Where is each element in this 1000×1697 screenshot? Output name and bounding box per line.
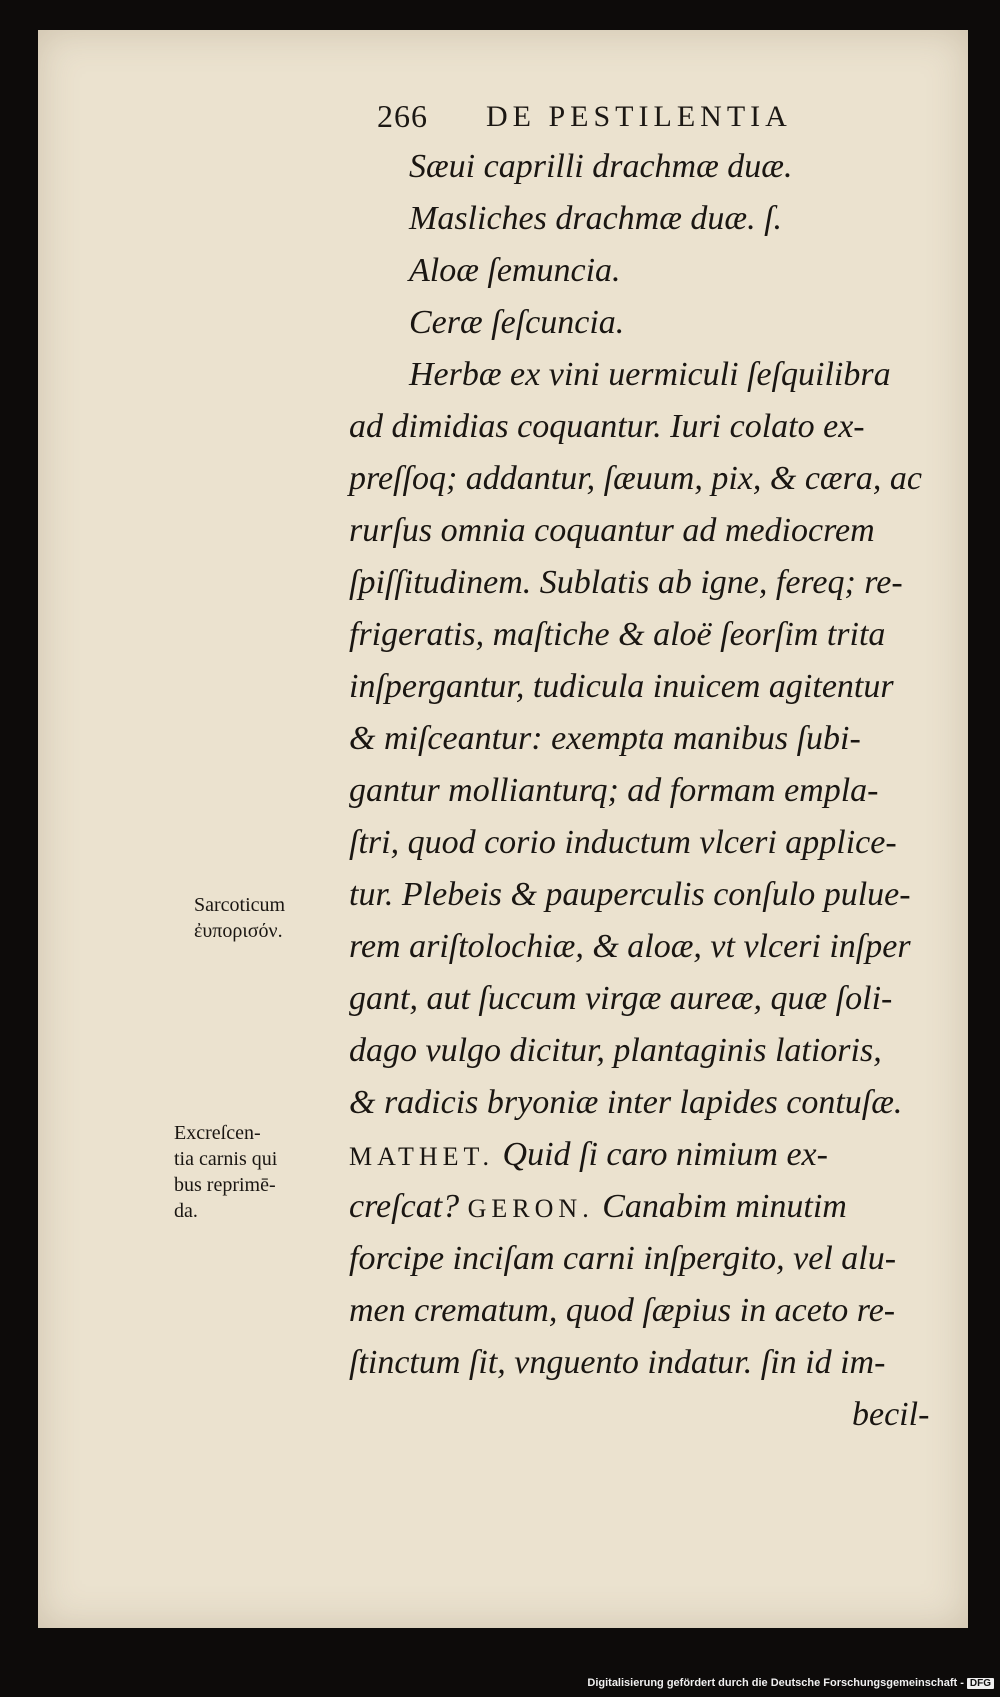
text-line: gant, aut ſuccum virgæ aureæ, quæ ſoli- <box>349 980 893 1017</box>
catchword: becil- <box>852 1396 930 1433</box>
text-line: preſſoq; addantur, ſæuum, pix, & cæra, ac <box>349 460 922 497</box>
text-line: gantur mollianturq; ad formam empla- <box>349 772 879 809</box>
dialogue-text: creſcat? <box>349 1188 460 1225</box>
book-page <box>38 30 968 1628</box>
text-line: ſpiſſitudinem. Sublatis ab igne, fereq; re- <box>349 564 903 601</box>
text-line: dago vulgo dicitur, plantaginis latioris, <box>349 1032 882 1069</box>
text-line: Aloæ ſemuncia. <box>409 252 621 289</box>
page-number: 266 <box>377 98 428 134</box>
text-line: forcipe inciſam carni inſpergito, vel alu- <box>349 1240 897 1277</box>
text-line: Sæui caprilli drachmæ duæ. <box>409 148 793 185</box>
text-line: Herbæ ex vini uermiculi ſeſquilibra <box>409 356 891 393</box>
text-line-dialogue <box>349 1136 828 1174</box>
margin-note-sarcoticum: Sarcoticum ἐυπορισόν. <box>194 894 286 942</box>
text-line: ſtri, quod corio inductum vlceri applice- <box>349 824 897 861</box>
text-line: rem ariſtolochiæ, & aloæ, vt vlceri inſper <box>349 928 911 965</box>
dialogue-text: Canabim minutim <box>602 1188 847 1225</box>
text-line: ad dimidias coquantur. Iuri colato ex- <box>349 408 865 445</box>
text-line: tur. Plebeis & pauperculis conſulo pulue- <box>349 876 911 913</box>
text-line: & radicis bryoniæ inter lapides contuſæ. <box>349 1084 903 1121</box>
speaker-mathet: MATHET. <box>349 1142 495 1171</box>
text-line: inſpergantur, tudicula inuicem agitentur <box>349 668 894 705</box>
text-line: frigeratis, maſtiche & aloë ſeorſim trita <box>349 616 886 653</box>
text-line: & miſceantur: exempta manibus ſubi- <box>349 720 861 757</box>
dialogue-text: Quid ſi caro nimium ex- <box>502 1136 828 1173</box>
speaker-geron: GERON. <box>467 1194 594 1223</box>
text-line: Ceræ ſeſcuncia. <box>409 304 625 341</box>
text-line: rurſus omnia coquantur ad mediocrem <box>349 512 875 549</box>
digitization-credit: Digitalisierung gefördert durch die Deutsche Forschungsgemeinschaft - DFG <box>587 1677 994 1689</box>
text-line: men crematum, quod ſæpius in aceto re- <box>349 1292 896 1329</box>
margin-note-excrescentia: Excreſcen- tia carnis qui bus reprimē- da. <box>174 1122 278 1222</box>
dfg-logo: DFG <box>967 1678 994 1689</box>
text-line-dialogue <box>349 1188 847 1226</box>
text-line: Masliches drachmæ duæ. ſ. <box>409 200 783 237</box>
running-title: DE PESTILENTIA <box>486 100 792 133</box>
text-line: ſtinctum ſit, vnguento indatur. ſin id im- <box>349 1344 886 1381</box>
